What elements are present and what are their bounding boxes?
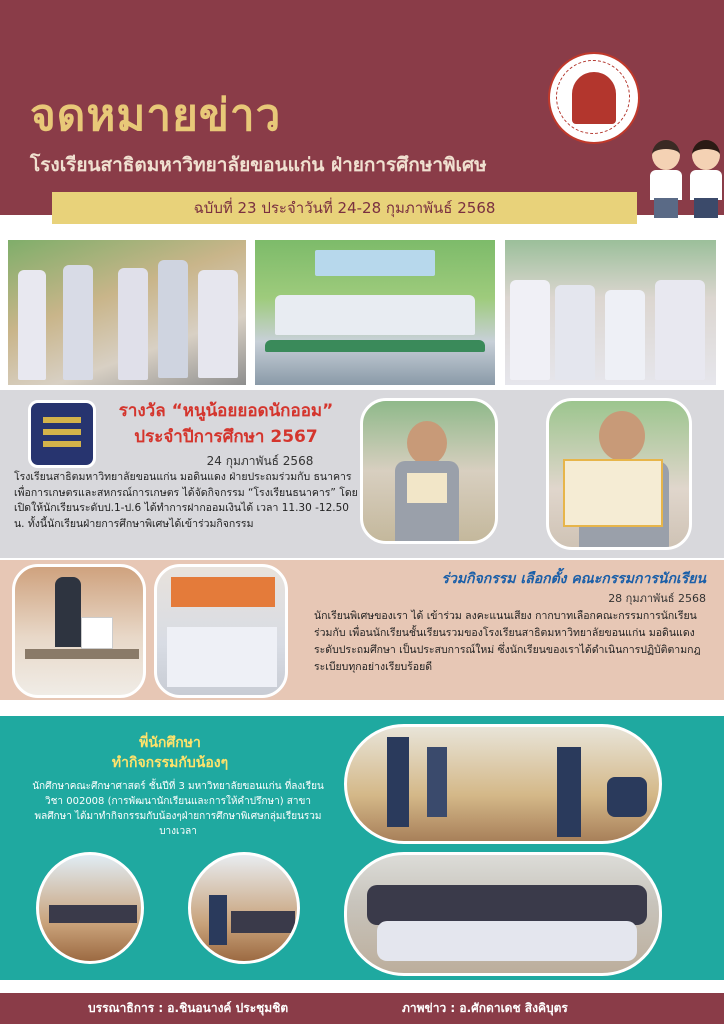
award-photo-3: [505, 240, 716, 385]
award-body-text: โรงเรียนสาธิตมหาวิทยาลัยขอนแก่น มอดินแดง ฝ่ายประถมร่วมกับ ธนาคารเพื่อการเกษตรและสหกรณ์การเกษตร ได้จัดกิจกรรม “โรงเรียนธนาคาร” โดยเปิดให้นักเรียนระดับป.1-ป.6 ได้ทำการฝากออมเงินได้ เวลา 11.30 -12.50 น. ทั้งนี้นักเรียนฝ่ายการศึกษาพิเศษได้เข้าร่วมกิจกรรม: [14, 471, 358, 530]
award-date: 24 กุมภาพันธ์ 2568: [206, 454, 314, 468]
teacher-title-line2: ทำกิจกรรมกับน้องๆ: [111, 755, 229, 771]
vote-photo-1: [12, 564, 146, 698]
issue-date-band: ฉบับที่ 23 ประจำวันที่ 24-28 กุมภาพันธ์ 2568: [52, 192, 637, 224]
teacher-activity-photo-3: [188, 852, 300, 964]
vote-body-text: นักเรียนพิเศษของเรา ได้ เข้าร่วม ลงคะแนนเสียง กากบาทเลือกคณะกรรมการนักเรียน ร่วมกับ เพื่อนนักเรียนชั้นเรียนรวมของโรงเรียนสาธิตมหาวิทยาลัยขอนแก่น มอดินแดงระดับประถมศึกษา เป็นประสบการณ์ใหม่ ซึ่งนักเรียนของเราได้ดำเนินการปฏิบัติตามกฎระเบียบทุกอย่างเรียบร้อยดี: [314, 610, 701, 673]
award-title-line1: รางวัล “หนูน้อยยอดนักออม”: [118, 401, 334, 421]
teacher-activity-photo-2: [36, 852, 144, 964]
vote-title: ร่วมกิจกรรม เลือกตั้ง คณะกรรมการนักเรียน: [441, 571, 706, 587]
teacher-title-line1: พี่นักศึกษา: [139, 735, 201, 751]
teacher-body-text: นักศึกษาคณะศึกษาศาสตร์ ชั้นปีที่ 3 มหาวิทยาลัยขอนแก่น ที่ลงเรียนวิชา 002008 (การพัฒนานักเรียนและการให้คำปรึกษา) สาขาพลศึกษา ได้มาทำกิจกรรมกับน้องๆฝ่ายการศึกษาพิเศษกลุ่มเรียนรวมบางเวลา: [32, 781, 324, 837]
award-photo-2: [255, 240, 495, 385]
vote-photo-2: [154, 564, 288, 698]
editor-credit: บรรณาธิการ : อ.ชินอนางค์ ประชุมชิต: [88, 1001, 289, 1015]
award-title: [96, 398, 356, 450]
photographer-credit: ภาพข่าว : อ.ศักดาเดช สิงคิบุตร: [402, 1001, 568, 1015]
teacher-activity-photo-1: [344, 724, 662, 844]
award-student-photo-1: [360, 398, 498, 544]
school-seal-logo-icon: [548, 52, 640, 144]
vote-date: 28 กุมภาพันธ์ 2568: [608, 592, 706, 605]
award-student-photo-2: [546, 398, 692, 550]
teacher-group-photo: [344, 852, 662, 976]
newsletter-title: จดหมายข่าว: [30, 90, 282, 141]
award-title-line2: ประจำปีการศึกษา 2567: [134, 427, 318, 447]
girl-mascot-icon: [686, 140, 724, 220]
school-subtitle: โรงเรียนสาธิตมหาวิทยาลัยขอนแก่น ฝ่ายการศึกษาพิเศษ: [30, 154, 487, 176]
award-photo-1: [8, 240, 246, 385]
baac-bank-logo-icon: [28, 400, 96, 468]
boy-mascot-icon: [646, 140, 686, 220]
teacher-title: [40, 733, 300, 773]
